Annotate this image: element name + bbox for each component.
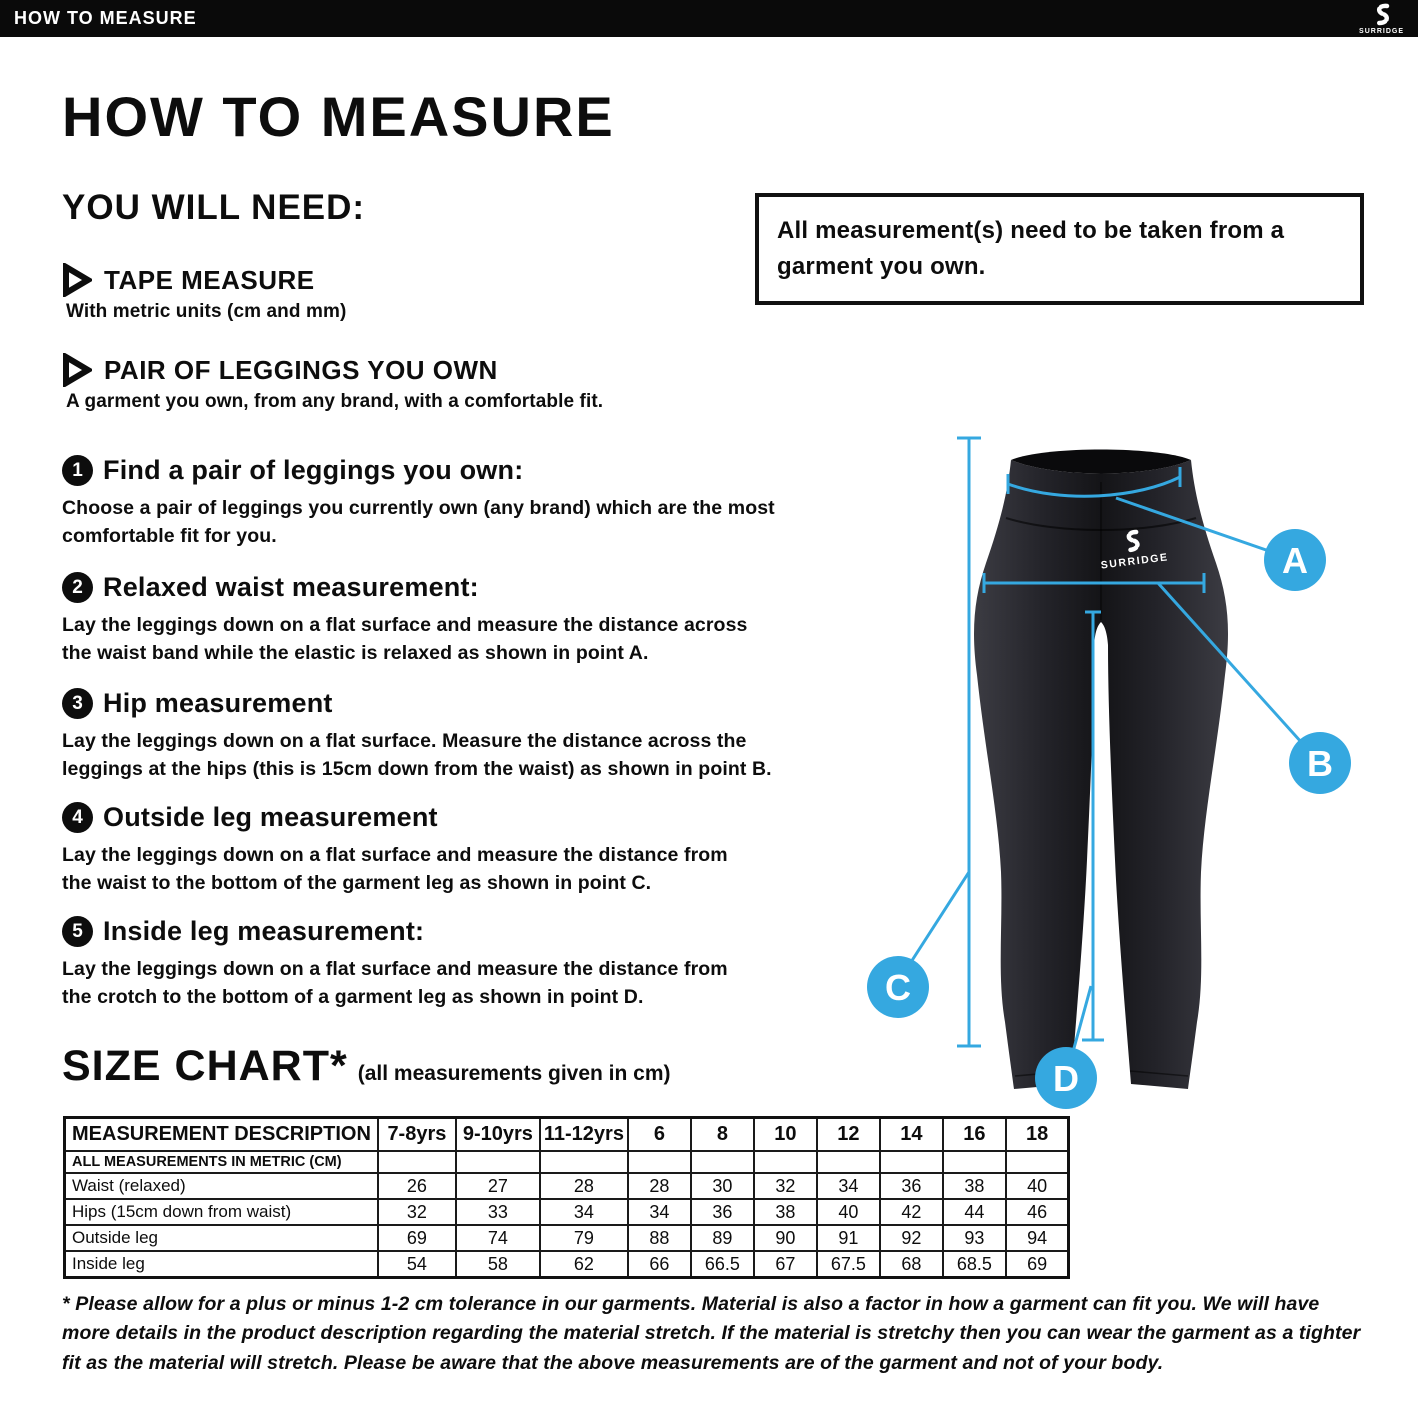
marker-a-label: A bbox=[1282, 540, 1308, 581]
cell-value: 54 bbox=[378, 1251, 456, 1278]
row-label: Hips (15cm down from waist) bbox=[65, 1199, 378, 1225]
note-box bbox=[755, 193, 1364, 305]
step-title: Outside leg measurement bbox=[103, 802, 438, 832]
step-3 bbox=[62, 688, 842, 783]
cell-value: 91 bbox=[817, 1225, 880, 1251]
step-number-badge: 4 bbox=[62, 802, 93, 833]
cell-value: 38 bbox=[943, 1173, 1006, 1199]
cell-value: 28 bbox=[628, 1173, 691, 1199]
surridge-logo bbox=[1359, 3, 1404, 35]
footnote-text: * Please allow for a plus or minus 1-2 cm tolerance in our garments. Material is also a factor in how a garment can fit you. We will have more details in the product description regarding the material stretch. If the material is stretchy then you can wear the garment as a tighter fit as the material will stretch. Please be aware that the above measurements are of the garment and not of your body. bbox=[62, 1293, 1361, 1374]
table-row-waist bbox=[65, 1173, 1069, 1199]
column-header: 8 bbox=[691, 1118, 754, 1152]
cell-value: 33 bbox=[456, 1199, 540, 1225]
cell-value: 89 bbox=[691, 1225, 754, 1251]
row-label: Outside leg bbox=[65, 1225, 378, 1251]
cell-value: 34 bbox=[628, 1199, 691, 1225]
step-1 bbox=[62, 455, 842, 550]
size-chart-heading: SIZE CHART* bbox=[62, 1042, 348, 1090]
step-number-badge: 5 bbox=[62, 916, 93, 947]
cell-value: 93 bbox=[943, 1225, 1006, 1251]
step-title: Hip measurement bbox=[103, 688, 333, 718]
need-item-leggings bbox=[62, 353, 702, 413]
row-label: Waist (relaxed) bbox=[65, 1173, 378, 1199]
column-header: 16 bbox=[943, 1118, 1006, 1152]
column-header: 7-8yrs bbox=[378, 1118, 456, 1152]
size-chart-heading-row bbox=[62, 1042, 671, 1091]
column-header: 11-12yrs bbox=[540, 1118, 628, 1152]
triangle-icon bbox=[62, 263, 92, 297]
cell-value: 40 bbox=[817, 1199, 880, 1225]
cell-value: 40 bbox=[1006, 1173, 1069, 1199]
column-header: 18 bbox=[1006, 1118, 1069, 1152]
surridge-s-icon bbox=[1371, 3, 1393, 27]
step-number-badge: 1 bbox=[62, 455, 93, 486]
need-item-description: With metric units (cm and mm) bbox=[66, 301, 347, 322]
step-body: Lay the leggings down on a flat surface and measure the distance across the waist band while the elastic is relaxed as shown in point A. bbox=[62, 614, 748, 664]
step-4 bbox=[62, 802, 842, 897]
column-header: 12 bbox=[817, 1118, 880, 1152]
cell-value: 32 bbox=[378, 1199, 456, 1225]
leggings-measurement-diagram bbox=[858, 420, 1418, 1122]
cell-value: 68.5 bbox=[943, 1251, 1006, 1278]
table-row-inside-leg bbox=[65, 1251, 1069, 1278]
cell-value: 68 bbox=[880, 1251, 943, 1278]
cell-value: 28 bbox=[540, 1173, 628, 1199]
table-row-hips bbox=[65, 1199, 1069, 1225]
need-item-title: TAPE MEASURE bbox=[104, 264, 315, 295]
marker-b-label: B bbox=[1307, 743, 1333, 784]
cell-value: 34 bbox=[817, 1173, 880, 1199]
cell-value: 90 bbox=[754, 1225, 817, 1251]
triangle-icon bbox=[62, 353, 92, 387]
you-will-need-heading: YOU WILL NEED: bbox=[62, 188, 366, 227]
need-item-description: A garment you own, from any brand, with a comfortable fit. bbox=[66, 391, 604, 412]
cell-value: 67.5 bbox=[817, 1251, 880, 1278]
cell-value: 26 bbox=[378, 1173, 456, 1199]
step-title: Relaxed waist measurement: bbox=[103, 572, 479, 602]
cell-value: 36 bbox=[880, 1173, 943, 1199]
step-2 bbox=[62, 572, 842, 667]
size-chart-subheading: (all measurements given in cm) bbox=[357, 1062, 671, 1085]
garment-logo-text: SURRIDGE bbox=[1100, 551, 1170, 572]
leggings-image bbox=[858, 420, 1418, 1122]
column-header: 10 bbox=[754, 1118, 817, 1152]
cell-value: 38 bbox=[754, 1199, 817, 1225]
header-row bbox=[65, 1118, 1069, 1152]
column-header: MEASUREMENT DESCRIPTION bbox=[65, 1118, 378, 1152]
cell-value: 66.5 bbox=[691, 1251, 754, 1278]
top-bar bbox=[0, 0, 1418, 37]
step-number-badge: 3 bbox=[62, 688, 93, 719]
cell-value: 74 bbox=[456, 1225, 540, 1251]
cell-value: 92 bbox=[880, 1225, 943, 1251]
need-item-title: PAIR OF LEGGINGS YOU OWN bbox=[104, 354, 498, 385]
cell-value: 69 bbox=[1006, 1251, 1069, 1278]
cell-value: 46 bbox=[1006, 1199, 1069, 1225]
note-text: All measurement(s) need to be taken from a garment you own. bbox=[777, 217, 1285, 280]
surridge-logo-text: SURRIDGE bbox=[1359, 27, 1404, 35]
cell-value: 44 bbox=[943, 1199, 1006, 1225]
step-5 bbox=[62, 916, 842, 1011]
cell-value: 94 bbox=[1006, 1225, 1069, 1251]
marker-c-label: C bbox=[885, 967, 911, 1008]
metric-note: ALL MEASUREMENTS IN METRIC (CM) bbox=[65, 1151, 378, 1173]
cell-value: 34 bbox=[540, 1199, 628, 1225]
cell-value: 79 bbox=[540, 1225, 628, 1251]
cell-value: 27 bbox=[456, 1173, 540, 1199]
cell-value: 36 bbox=[691, 1199, 754, 1225]
column-header: 9-10yrs bbox=[456, 1118, 540, 1152]
step-body: Lay the leggings down on a flat surface and measure the distance from the crotch to the bottom of a garment leg as shown in point D. bbox=[62, 958, 728, 1008]
step-title: Find a pair of leggings you own: bbox=[103, 455, 524, 485]
cell-value: 58 bbox=[456, 1251, 540, 1278]
column-header: 6 bbox=[628, 1118, 691, 1152]
need-item-tape-measure bbox=[62, 263, 702, 323]
cell-value: 62 bbox=[540, 1251, 628, 1278]
row-label: Inside leg bbox=[65, 1251, 378, 1278]
cell-value: 69 bbox=[378, 1225, 456, 1251]
cell-value: 42 bbox=[880, 1199, 943, 1225]
table-row-outside-leg bbox=[65, 1225, 1069, 1251]
step-title: Inside leg measurement: bbox=[103, 916, 425, 946]
cell-value: 67 bbox=[754, 1251, 817, 1278]
step-body: Choose a pair of leggings you currently own (any brand) which are the most comfortable fit for you. bbox=[62, 497, 775, 547]
cell-value: 32 bbox=[754, 1173, 817, 1199]
metric-note-row bbox=[65, 1151, 1069, 1173]
column-header: 14 bbox=[880, 1118, 943, 1152]
cell-value: 66 bbox=[628, 1251, 691, 1278]
cell-value: 30 bbox=[691, 1173, 754, 1199]
page-title: HOW TO MEASURE bbox=[62, 85, 615, 148]
topbar-title: HOW TO MEASURE bbox=[14, 8, 197, 28]
size-chart-table bbox=[63, 1116, 1070, 1279]
cell-value: 88 bbox=[628, 1225, 691, 1251]
step-number-badge: 2 bbox=[62, 572, 93, 603]
marker-d-label: D bbox=[1053, 1058, 1079, 1099]
step-body: Lay the leggings down on a flat surface. Measure the distance across the leggings at the hips (this is 15cm down from the waist) as shown in point B. bbox=[62, 730, 772, 780]
step-body: Lay the leggings down on a flat surface and measure the distance from the waist to the bottom of the garment leg as shown in point C. bbox=[62, 844, 728, 894]
